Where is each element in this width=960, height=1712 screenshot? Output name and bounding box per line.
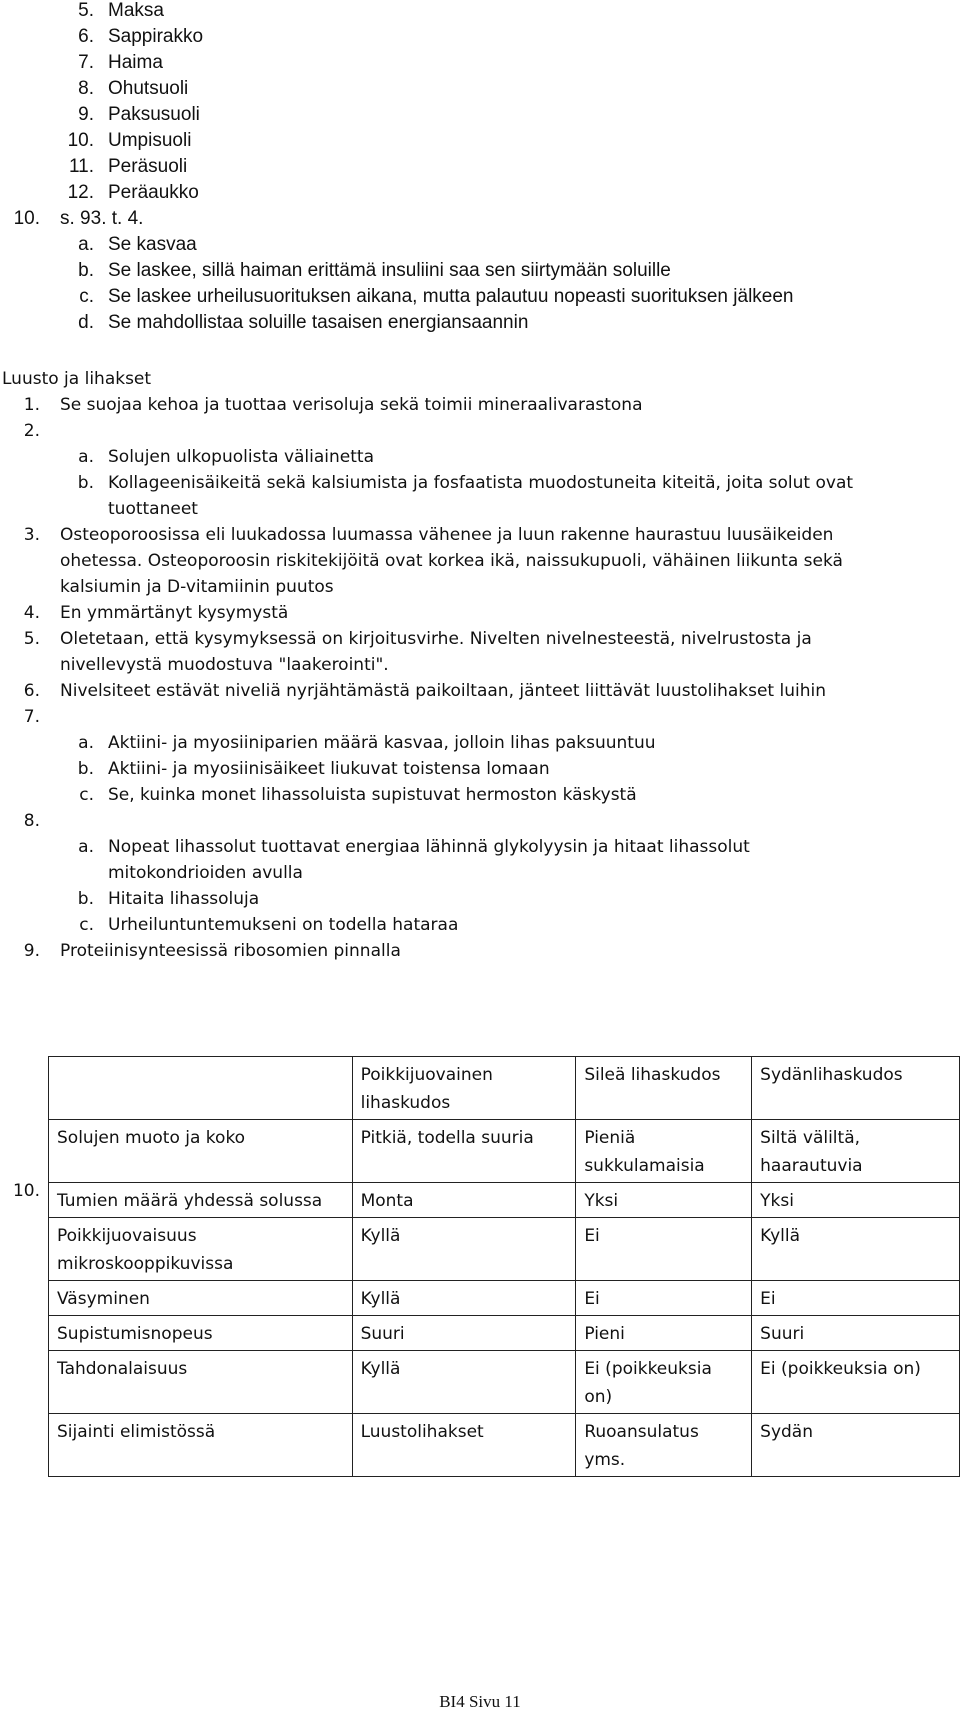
item-text: En ymmärtänyt kysymystä — [60, 603, 289, 623]
item-letter: b. — [78, 260, 94, 281]
item-number: 1. — [23, 395, 40, 415]
table-row — [49, 1281, 960, 1316]
table-cell: Yksi — [576, 1183, 752, 1218]
item-number: 11. — [68, 156, 94, 177]
item-text: Paksusuoli — [108, 104, 200, 125]
item-number: 10. — [67, 130, 94, 151]
item-letter: a. — [78, 447, 94, 467]
table-cell: Sijainti elimistössä — [49, 1414, 353, 1477]
item-number: 10. — [13, 208, 40, 229]
item-text: Maksa — [108, 0, 164, 21]
item-text: Ohutsuoli — [108, 78, 189, 99]
table-cell: Väsyminen — [49, 1281, 353, 1316]
item-number: 3. — [23, 525, 40, 545]
page-footer: BI4 Sivu 11 — [439, 1692, 521, 1711]
item-text: Peräaukko — [108, 182, 199, 203]
item-letter: a. — [78, 837, 94, 857]
table-cell: Siltä väliltä, haarautuvia — [752, 1120, 960, 1183]
item-letter: c. — [79, 785, 94, 805]
table-cell: Sydän — [752, 1414, 960, 1477]
item-text-line: Osteoporoosissa eli luukadossa luumassa vähenee ja luun rakenne haurastuu luusäikeiden — [60, 525, 834, 545]
table-cell: Solujen muoto ja koko — [49, 1120, 353, 1183]
table-cell: Pitkiä, todella suuria — [352, 1120, 576, 1183]
item-number: 6. — [78, 26, 94, 47]
item-text: s. 93. t. 4. — [60, 208, 144, 229]
item-number: 12. — [67, 182, 94, 203]
item-letter: b. — [77, 889, 94, 909]
table-cell: Poikkijuovaisuus mikroskooppikuvissa — [49, 1218, 353, 1281]
table-cell: Yksi — [752, 1183, 960, 1218]
muscle-tissue-table — [48, 1056, 960, 1477]
item-letter: a. — [78, 733, 94, 753]
item-text: Se mahdollistaa soluille tasaisen energiansaannin — [108, 312, 529, 333]
table-cell: Monta — [352, 1183, 576, 1218]
item-text: Umpisuoli — [108, 130, 192, 151]
table-row — [49, 1120, 960, 1183]
item-text: Se, kuinka monet lihassoluista supistuvat hermoston käskystä — [108, 785, 637, 805]
table-header-row — [49, 1057, 960, 1120]
item-text: Haima — [108, 52, 163, 73]
table-cell: Suuri — [352, 1316, 576, 1351]
item-letter: d. — [78, 312, 94, 333]
table-cell — [49, 1057, 353, 1120]
item-text-line: Kollageenisäikeitä sekä kalsiumista ja fosfaatista muodostuneita kiteitä, joita solut ovat — [108, 473, 854, 493]
item-number: 7. — [23, 707, 40, 727]
item-text: Sappirakko — [108, 26, 204, 47]
item-text-line: mitokondrioiden avulla — [108, 863, 303, 883]
section-title: Luusto ja lihakset — [2, 369, 152, 389]
table-row — [49, 1183, 960, 1218]
table-row — [49, 1218, 960, 1281]
item-number: 6. — [23, 681, 40, 701]
item-text: Proteiinisynteesissä ribosomien pinnalla — [60, 941, 401, 961]
item-text: Peräsuoli — [108, 156, 188, 177]
item-text: Hitaita lihassoluja — [108, 889, 260, 909]
table-row — [49, 1351, 960, 1414]
item-number: 7. — [78, 52, 94, 73]
item-text-line: kalsiumin ja D-vitamiinin puutos — [60, 577, 334, 597]
table-cell: Ei (poikkeuksia on) — [752, 1351, 960, 1414]
table-cell: Ruoansulatus yms. — [576, 1414, 752, 1477]
item-number: 2. — [23, 421, 40, 441]
table-header-cell: Sydänlihaskudos — [752, 1057, 960, 1120]
table-cell: Kyllä — [352, 1281, 576, 1316]
item-letter: c. — [79, 286, 94, 307]
item-text: Se kasvaa — [108, 234, 197, 255]
item-text: Nivelsiteet estävät niveliä nyrjähtämästä paikoiltaan, jänteet liittävät luustolihakset luihin — [60, 681, 826, 701]
table-cell: Pieniä sukkulamaisia — [576, 1120, 752, 1183]
table-cell: Ei — [576, 1281, 752, 1316]
item-number: 9. — [78, 104, 94, 125]
table-cell: Luustolihakset — [352, 1414, 576, 1477]
table-row — [49, 1414, 960, 1477]
item-text-line: Oletetaan, että kysymyksessä on kirjoitusvirhe. Nivelten nivelnesteestä, nivelrustosta ja — [60, 629, 812, 649]
item-letter: c. — [79, 915, 94, 935]
item-letter: a. — [78, 234, 94, 255]
table-cell: Kyllä — [352, 1218, 576, 1281]
table-cell: Supistumisnopeus — [49, 1316, 353, 1351]
table-cell: Kyllä — [752, 1218, 960, 1281]
item-text-line: tuottaneet — [108, 499, 198, 519]
item-number: 4. — [23, 603, 40, 623]
item-text-line: ohetessa. Osteoporoosin riskitekijöitä ovat korkea ikä, naissukupuoli, vähäinen liikunta sekä — [60, 551, 843, 571]
table-header-cell: Sileä lihaskudos — [576, 1057, 752, 1120]
item-letter: b. — [77, 759, 94, 779]
item-text: Aktiini- ja myosiiniparien määrä kasvaa, jolloin lihas paksuuntuu — [108, 733, 656, 753]
table-cell: Ei (poikkeuksia on) — [576, 1351, 752, 1414]
item-text-line: nivellevystä muodostuva "laakerointi". — [60, 655, 389, 675]
item-text: Aktiini- ja myosiinisäikeet liukuvat toistensa lomaan — [108, 759, 550, 779]
item-number: 9. — [23, 941, 40, 961]
table-cell: Tahdonalaisuus — [49, 1351, 353, 1414]
table-cell: Tumien määrä yhdessä solussa — [49, 1183, 353, 1218]
item-number: 5. — [23, 629, 40, 649]
table-header-cell: Poikkijuovainen lihaskudos — [352, 1057, 576, 1120]
item-text: Solujen ulkopuolista väliainetta — [108, 447, 374, 467]
table-cell: Ei — [752, 1281, 960, 1316]
item-text: Se laskee urheilusuorituksen aikana, mutta palautuu nopeasti suorituksen jälkeen — [108, 286, 794, 307]
table-row — [49, 1316, 960, 1351]
item-number: 5. — [78, 0, 94, 21]
item-number: 8. — [23, 811, 40, 831]
item-text-line: Nopeat lihassolut tuottavat energiaa lähinnä glykolyysin ja hitaat lihassolut — [108, 837, 750, 857]
item-text: Se laskee, sillä haiman erittämä insuliini saa sen siirtymään soluille — [108, 260, 671, 281]
item-letter: b. — [77, 473, 94, 493]
table-cell: Kyllä — [352, 1351, 576, 1414]
table-cell: Suuri — [752, 1316, 960, 1351]
table-cell: Ei — [576, 1218, 752, 1281]
item-text: Se suojaa kehoa ja tuottaa verisoluja sekä toimii mineraalivarastona — [60, 395, 643, 415]
table-cell: Pieni — [576, 1316, 752, 1351]
item-number: 8. — [78, 78, 94, 99]
item-number: 10. — [12, 1181, 40, 1201]
item-text: Urheiluntuntemukseni on todella hataraa — [108, 915, 459, 935]
